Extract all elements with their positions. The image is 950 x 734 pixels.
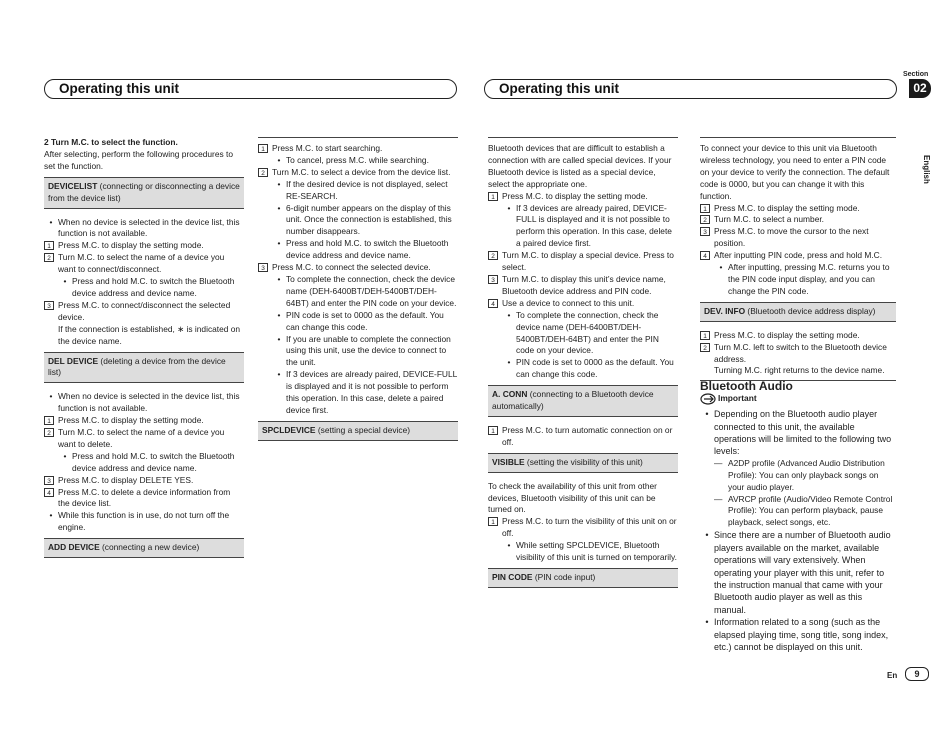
language-tab: English bbox=[921, 155, 931, 184]
function-desc: (deleting a device from the device list) bbox=[48, 355, 226, 378]
intro-text: To check the availability of this unit from other devices, Bluetooth visibility of this unit can be turned on. bbox=[488, 480, 657, 515]
important-icon bbox=[700, 393, 718, 405]
header-title: Operating this unit bbox=[499, 81, 619, 96]
function-name: PIN CODE bbox=[492, 572, 533, 582]
column-3 bbox=[488, 137, 678, 596]
step-item: 1 Press M.C. to display the setting mode. bbox=[488, 191, 678, 203]
bullet-item: • If 3 devices are already paired, DEVICE-FULL is displayed and it is not possible to perform this operation. In this case, delete a paired device first. bbox=[507, 202, 672, 249]
bullet-item: • PIN code is set to 0000 as the default. You can change this code. bbox=[507, 357, 674, 380]
bullet-item: • To cancel, press M.C. while searching. bbox=[277, 154, 429, 165]
step-item: 2 Turn M.C. to select the name of a device you want to delete. bbox=[44, 427, 244, 451]
intro-text: To connect your device to this unit via Bluetooth wireless technology, you need to enter a PIN code on your device to verify the connection. The default code is 0000, but you can change it with this function. bbox=[700, 143, 890, 201]
section-header-left bbox=[44, 79, 457, 99]
bullet-item: • 6-digit number appears on the display of this unit. Once the connection is established, this number disappears. bbox=[277, 202, 452, 237]
step-heading: 2 Turn M.C. to select the function. bbox=[44, 137, 178, 147]
step-item: 3 Press M.C. to display DELETE YES. bbox=[44, 475, 244, 487]
function-box-deldevice bbox=[44, 352, 244, 384]
function-name: DEVICELIST bbox=[48, 180, 98, 191]
function-box-adddevice bbox=[44, 538, 244, 558]
bullet-item: • When no device is selected in the device list, this function is not available. bbox=[49, 391, 240, 414]
section-header-right bbox=[484, 79, 897, 99]
step-item: 1 Press M.C. to display the setting mode. bbox=[44, 415, 244, 427]
step-item: 2 Turn M.C. to select a number. bbox=[700, 214, 896, 226]
bullet-item: • When no device is selected in the device list, this function is not available. bbox=[49, 216, 240, 239]
step-item: 2 Turn M.C. to select the name of a device you want to connect/disconnect. bbox=[44, 252, 244, 276]
bullet-item: • Since there are a number of Bluetooth audio players available on the market, available operations will vary extensively. When operating your player with this unit, refer to the instruction manual that came with your Bluetooth audio player as well as this manual. bbox=[705, 530, 891, 615]
step-item: 2 Turn M.C. to display a special device. Press to select. bbox=[488, 250, 678, 274]
function-name: VISIBLE bbox=[492, 456, 525, 467]
function-desc: (Bluetooth device address display) bbox=[745, 305, 876, 316]
column-1 bbox=[44, 137, 244, 566]
column-2 bbox=[258, 137, 458, 449]
dash-item: — AVRCP profile (Audio/Video Remote Control Profile): You can perform playback, pause playback, select songs, etc. bbox=[714, 493, 893, 528]
function-name: A. CONN bbox=[492, 389, 528, 400]
column-4 bbox=[700, 137, 896, 653]
bullet-item: • Press and hold M.C. to switch the Bluetooth device address and device name. bbox=[277, 238, 449, 261]
step-item: 3 Press M.C. to connect the selected device. bbox=[258, 262, 458, 274]
header-title: Operating this unit bbox=[59, 81, 179, 96]
bullet-item: • PIN code is set to 0000 as the default. You can change this code. bbox=[277, 309, 444, 332]
step-note: Turning M.C. right returns to the device name. bbox=[714, 365, 885, 376]
section-label: Section bbox=[903, 71, 929, 78]
bullet-item: • If 3 devices are already paired, DEVICE-FULL is displayed and it is not possible to perform this operation. In this case, delete a paired device first. bbox=[277, 369, 457, 415]
function-desc: (PIN code input) bbox=[532, 572, 596, 582]
function-desc: (setting the visibility of this unit) bbox=[524, 456, 643, 467]
bullet-item: • After inputting, pressing M.C. returns you to the PIN code input display, and you can change the PIN code. bbox=[719, 262, 890, 296]
function-desc: (connecting to a Bluetooth device automatically) bbox=[492, 389, 654, 412]
bullet-item: • To complete the connection, check the device name (DEH-6400BT/DEH-5400BT/DEH-64BT) and enter the PIN code on your device. bbox=[507, 309, 659, 356]
bullet-item: • Press and hold M.C. to switch the Bluetooth device address and device name. bbox=[63, 276, 235, 298]
function-name: ADD DEVICE bbox=[48, 542, 100, 553]
function-name: SPCLDEVICE bbox=[262, 424, 316, 435]
function-name: DEV. INFO bbox=[704, 305, 746, 316]
important-note bbox=[700, 393, 896, 405]
bullet-item: • While setting SPCLDEVICE, Bluetooth visibility of this unit is turned on temporarily. bbox=[507, 540, 677, 563]
function-box-devinfo bbox=[700, 302, 896, 322]
intro-text: After selecting, perform the following procedures to set the function. bbox=[44, 148, 233, 171]
bluetooth-audio-heading: Bluetooth Audio bbox=[700, 379, 793, 394]
intro-text: Bluetooth devices that are difficult to establish a connection with are called special devices. If your Bluetooth device is listed as a special device, select the appropriate one. bbox=[488, 143, 672, 189]
function-desc: (setting a special device) bbox=[315, 424, 411, 435]
step-item: 2 Turn M.C. left to switch to the Bluetooth device address. bbox=[700, 342, 896, 366]
function-desc: (connecting or disconnecting a device from the device list) bbox=[48, 180, 240, 203]
bullet-item: • Press and hold M.C. to switch the Bluetooth device address and device name. bbox=[63, 450, 235, 473]
step-item: 1 Press M.C. to start searching. bbox=[258, 143, 458, 155]
page-number: 9 bbox=[905, 667, 929, 681]
function-box-visible bbox=[488, 453, 678, 473]
step-item: 4 Use a device to connect to this unit. bbox=[488, 298, 678, 310]
section-number-badge: 02 bbox=[909, 79, 931, 98]
bullet-item: • Depending on the Bluetooth audio player connected to this unit, the available operations will be limited to the following two levels: bbox=[705, 409, 892, 457]
dash-item: — A2DP profile (Advanced Audio Distribution Profile): You can only playback songs on your audio player. bbox=[714, 457, 885, 492]
function-box-aconn bbox=[488, 385, 678, 417]
function-box-pincode bbox=[488, 568, 678, 588]
step-item: 4 Press M.C. to delete a device information from the device list. bbox=[44, 487, 244, 511]
important-label: Important bbox=[718, 393, 757, 404]
step-item: 1 Press M.C. to display the setting mode. bbox=[700, 330, 896, 342]
function-name: DEL DEVICE bbox=[48, 355, 99, 366]
step-item: 1 Press M.C. to turn automatic connection on or off. bbox=[488, 425, 678, 449]
function-desc: (connecting a new device) bbox=[99, 542, 200, 553]
step-item: 1 Press M.C. to display the setting mode. bbox=[44, 240, 244, 252]
step-item: 3 Press M.C. to move the cursor to the next position. bbox=[700, 226, 896, 250]
bullet-item: • While this function is in use, do not turn off the engine. bbox=[49, 510, 230, 533]
step-item: 1 Press M.C. to turn the visibility of this unit on or off. bbox=[488, 516, 678, 540]
bullet-item: • To complete the connection, check the device name (DEH-6400BT/DEH-5400BT/DEH-64BT) and enter the PIN code on your device. bbox=[277, 273, 457, 308]
bullet-item: • If you are unable to complete the connection using this unit, use the device to connect to the unit. bbox=[277, 333, 451, 368]
function-box-devicelist bbox=[44, 177, 244, 209]
bullet-item: • If the desired device is not displayed, select RE-SEARCH. bbox=[277, 178, 448, 201]
step-item: 2 Turn M.C. to select a device from the device list. bbox=[258, 167, 458, 179]
footer-language: En bbox=[887, 671, 898, 680]
function-box-spcldevice bbox=[258, 421, 458, 441]
bullet-item: • Information related to a song (such as the elapsed playing time, song title, song index, etc.) cannot be displayed on this unit. bbox=[705, 617, 889, 652]
step-item: 3 Turn M.C. to display this unit’s device name, Bluetooth device address and PIN code. bbox=[488, 274, 678, 298]
step-item: 4 After inputting PIN code, press and hold M.C. bbox=[700, 250, 896, 262]
step-note: If the connection is established, ∗ is indicated on the device name. bbox=[58, 323, 241, 346]
step-item: 3 Press M.C. to connect/disconnect the selected device. bbox=[44, 300, 244, 324]
step-item: 1 Press M.C. to display the setting mode. bbox=[700, 203, 896, 215]
